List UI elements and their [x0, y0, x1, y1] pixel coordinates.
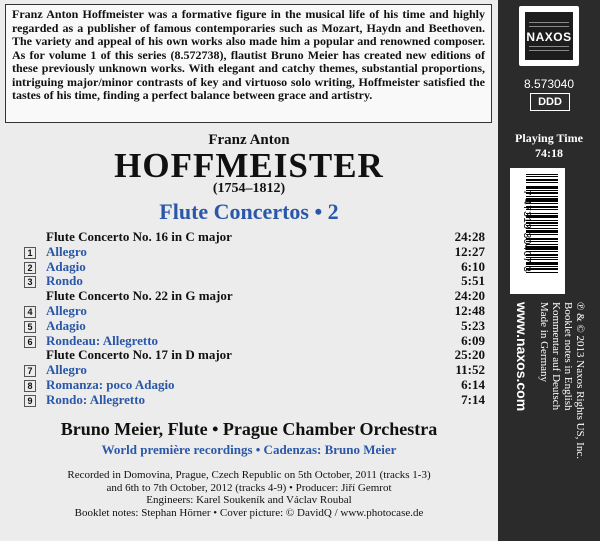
track-row [24, 363, 489, 378]
track-title: Adagio [46, 317, 86, 333]
tracklist [24, 230, 489, 408]
ddd-badge: DDD [530, 93, 570, 111]
concerto-title: Flute Concerto No. 16 in C major [46, 229, 232, 244]
track-number: 3 [24, 276, 36, 288]
barcode-digits: 7 47313 30407 3 [521, 189, 532, 273]
album-title: Flute Concertos • 2 [159, 199, 339, 224]
track-time: 12:27 [454, 243, 485, 259]
concerto-time: 24:28 [454, 229, 485, 244]
concerto-time: 25:20 [454, 347, 485, 363]
track-row [24, 319, 489, 334]
playing-time-label: Playing Time [515, 131, 583, 145]
track-number: 9 [24, 395, 36, 407]
track-time: 6:14 [461, 376, 485, 392]
track-row [24, 245, 489, 260]
track-time: 5:23 [461, 317, 485, 333]
naxos-logo [519, 6, 579, 66]
concerto-time: 24:20 [454, 288, 485, 304]
barcode [510, 168, 565, 294]
concerto-title: Flute Concerto No. 17 in D major [46, 347, 232, 363]
track-title: Romanza: poco Adagio [46, 376, 175, 392]
track-number: 5 [24, 321, 36, 333]
concerto-row [24, 230, 489, 245]
composer-first-names: Franz Anton [208, 132, 290, 148]
concerto-row [24, 289, 489, 304]
track-time: 6:09 [461, 332, 485, 348]
website-text: www.naxos.com [514, 302, 530, 412]
composer-surname: HOFFMEISTER [114, 146, 384, 185]
track-title: Allegro [46, 243, 87, 259]
composer-dates: (1754–1812) [212, 181, 286, 196]
logo-rule [529, 22, 569, 23]
track-title: Rondeau: Allegretto [46, 332, 159, 348]
catalogue-number: 8.573040 [523, 77, 575, 91]
logo-wordmark: NAXOS [526, 30, 572, 44]
track-row [24, 260, 489, 275]
playing-time: 74:18 [535, 146, 563, 160]
track-title: Rondo: Allegretto [46, 391, 146, 407]
recording-credits [0, 469, 498, 519]
track-title: Adagio [46, 258, 86, 274]
track-row [24, 334, 489, 349]
track-number: 2 [24, 262, 36, 274]
credits-line: and 6th to 7th October, 2012 (tracks 4-9) • Producer: Jiří Gemrot [106, 481, 392, 494]
legal-line: Booklet notes in English [562, 302, 574, 411]
credits-line: Engineers: Karel Soukeník and Václav Roubal [146, 494, 352, 506]
track-time: 11:52 [455, 362, 485, 378]
track-number: 1 [24, 247, 36, 259]
logo-background [525, 12, 573, 60]
concerto-title: Flute Concerto No. 22 in G major [46, 288, 233, 304]
track-time: 7:14 [461, 391, 485, 407]
track-row [24, 393, 489, 408]
intro-text: Franz Anton Hoffmeister was a formative figure in the musical life of his time and highly regarded as a publisher of famous contemporaries such as Mozart, Haydn and Beethoven. The variety and appeal of his own works also made him a popular and renowned composer. As for volume 1 of this series (8.572738), flautist Bruno Meier has created new editions of these previously unknown works. With elegant and catchy themes, substantial proportions, intriguing major/minor contrasts of key and virtuoso solo writing, Hoffmeister satisfied the tastes of his time, finding a perfect balance between grace and artistry. [5, 4, 492, 123]
credits-line: Booklet notes: Stephan Hörner • Cover picture: © DavidQ / www.photocase.de [74, 506, 424, 519]
track-time: 5:51 [461, 273, 485, 289]
track-time: 6:10 [461, 258, 485, 274]
track-number: 4 [24, 306, 36, 318]
logo-rule [529, 50, 569, 51]
track-number: 7 [24, 365, 36, 377]
track-time: 12:48 [454, 302, 485, 318]
logo-rule [529, 26, 569, 27]
legal-line: Made in Germany [538, 302, 550, 383]
track-row [24, 378, 489, 393]
track-number: 6 [24, 336, 36, 348]
legal-line: ℗ & © 2013 Naxos Rights US, Inc. [574, 302, 586, 459]
concerto-row [24, 348, 489, 363]
premiere-line: World première recordings • Cadenzas: Bruno Meier [101, 442, 397, 457]
track-title: Rondo [46, 273, 83, 289]
track-number: 8 [24, 380, 36, 392]
legal-line: Kommentar auf Deutsch [550, 302, 562, 411]
legal-notice [538, 302, 586, 459]
credits-line: Recorded in Domovina, Prague, Czech Republic on 5th October, 2011 (tracks 1-3) [67, 469, 431, 481]
track-row [24, 304, 489, 319]
performers: Bruno Meier, Flute • Prague Chamber Orchestra [60, 419, 438, 439]
track-row [24, 274, 489, 289]
track-title: Allegro [46, 362, 87, 378]
track-title: Allegro [46, 302, 87, 318]
logo-rule [529, 46, 569, 47]
